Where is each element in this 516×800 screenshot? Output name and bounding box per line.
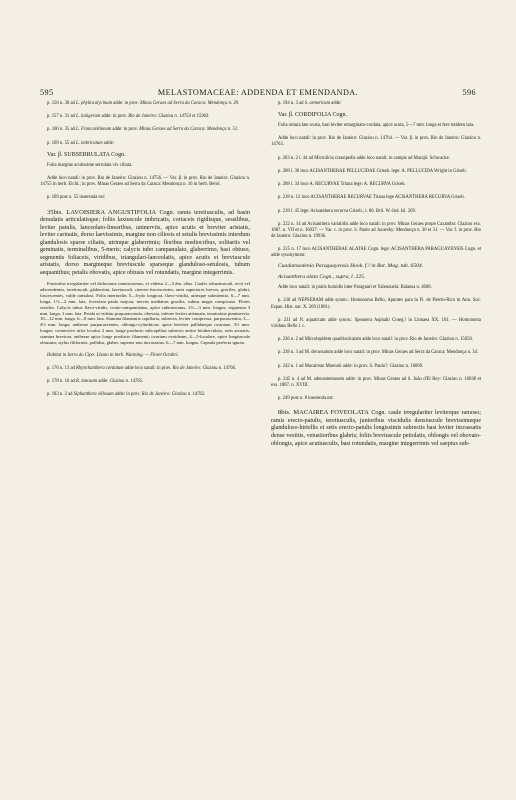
species-name: 35bis. LAVOISIERA ANGUSTIFOLIA bbox=[47, 208, 157, 216]
entry: p. 249 post n. 8 inserenda est: bbox=[278, 396, 334, 402]
entry: p. 222 n. 14 ad Acisanthera variabilis adde loco natali: in prov. Minas Geraes prope Caxambu: Glaziou exs. 1887. n. VII et n. 16037. — Var. c. in prov. S. Paulo ad Jacarehy: Mendonça n. 30 et 31. — Var. f. in prov. Rio de Janeiro: Glaziou n. 19936. bbox=[271, 221, 481, 239]
species-diagnosis: 35bis. LAVOISIERA ANGUSTIFOLIA Cogn. ramis teretiusculis, ad basin denudatis articulatisque; foliis laxiuscule imbricatis, coriaceis rigidisque, sessilibus, leviter patulis, lanceolato-linearibus, uninerviis, apice acutis et breviter aristatis, leviter carinatis, dorso laevissimis, margine non ciliosis et setulis brevissimis interdum glandulosis sparse ciliatis, utrinque glaberrimis; floribus mediocribus, solitariis vel geminatis, terminalibus, 5-meris; calycis tubo campanulato, glaberrimo, basi obtuso, segmentis foliaceis, viridibus, triangulari-lanceolatis, apice acutis et breviuscule aristatis, dorso margineque breviuscule sparseque glanduloso-setulosis, tubum aequantibus; petalis obovatis, apice obtusis vel rotundatis, margine integerrimis. bbox=[40, 208, 250, 276]
left-column bbox=[40, 101, 250, 398]
entry: p. 203 n. 2 l. 44 ad Microlicia crassipedis adde loco natali: in campis ad Marajó: Schwacke. bbox=[278, 155, 450, 161]
synonym: Cuadamsedenia Paraguayensis Hook. f.! in Bot. Mag. tab. 6504. bbox=[278, 263, 424, 270]
species-description: Fruticulus irregulariter vel dichotome ramosissimus, et videtur 2—3 dm. altus. Caules robustiusculi, recti vel adscendentes, teretiusculi, glaberrimi, laeviusculi, cinereo-fuscescentes; rami superiores breves, graciles, glabri, fuscescentes, valde ramulosi. Folia internodiis 5—6-plo longiora, flavo-viridia, utrinque subnitentia, 6—7 mm. longa, 1½—2 mm. lata, foveolata paulo majora; nervus medianus gracilis, subtus magis conspicuus. Flores sessiles. Calycis tubus flavo-viridis, ovato-campanulatus, apice subtruncatus, 2½—3 mm. longus; segmenta 3 mm. longa, 1 mm. lata. Petala ut videtur purpurascentia, obovata, inferne leviter attenuata, tenuissime pinninervia, 10—12 mm. longa, 6—8 mm. lata. Stamina filamentis capillaria, subrecta, leviter compressa, purpurascentia, 3—4½ mm. longa; antherae purpurascentes, oblongo-cylindricae, apice breviter pallidaeque rostratae, 3½ mm. longae; connectivo infra loculos 2 mm. longe producto subcapillari subrecto antice bituberculato, setis arcuatis; stamina breviora, antherae apice longe producto filamenti; ovarium ovoideum, 4—5-loculare, apice longiuscule obtusum; stylus filiformis, pallidus, glaber, superne non incrassatus, 6—7 mm. longus. Capsula perfecta ignota. bbox=[40, 281, 250, 345]
entry: p. 169 post n. 55 inserenda est: bbox=[47, 195, 106, 201]
entry: p. 176 n. 13 ad Rhynchanthera cordatum adde loco natali: in prov. Rio de Janeiro: Glaziou n. 14766. bbox=[47, 365, 237, 371]
entry: p. 242 n. 1 ad Macairean Moennii adde: in prov. S. Paulo?: Glaziou n. 16069. bbox=[278, 363, 424, 369]
species-diagnosis: 8bis. MACAIREA FOVEOLATA Cogn. caule irregulariter leviterque ramoso; ramis erecto-patulis, teretiusculis, junioribus viscidulis densiuscule brevissimeque glanduloso-hirtellis et setis erecto-patulis longissimis subrectis basi leviter incrassatis dense vestitis, vetustioribus glabris; foliis breviuscule petiolatis, oblongis vel obovato-oblongis, apice acutiusculis, basi rotundatis, margine integerrimis vel saepius sub- bbox=[271, 409, 481, 447]
entry: p. 218 l. 45 lege: Acisanthera recurva Griseb., l. 80. Bril. W.-Ind. Isl. 269. bbox=[278, 208, 416, 214]
entry: p. 218 n. 12 loco ACISANTHERAE RECURVAE Triana lege ACISANTHERA RECURVA Griseb. bbox=[278, 195, 465, 201]
habitat-note: Habitat in Serra do Cipo: Lhano in herb. Warming. — Floret Octobri. bbox=[47, 352, 179, 358]
synonym: Acisanthera alata Cogn., supra, l. 225. bbox=[278, 274, 366, 281]
running-title: MELASTOMACEAE: ADDENDA ET EMENDANDA. bbox=[157, 88, 359, 97]
entry: p. 169 n. 55 ad L. imbricatum adde: bbox=[47, 140, 114, 146]
entry: p. 194 n. 3 ad S. armericum adde: bbox=[278, 101, 342, 106]
page-number-left: 595 bbox=[40, 88, 54, 97]
variety-heading: Var. β. CORDIFOLIA Cogn. bbox=[278, 112, 348, 119]
entry: p. 245 n. 4 ad M. adenostemonem adde: in prov. Minas Geraes ad S. João d'El Rey: Glaziou n. 16038 et exs. 1887. n. XVIII. bbox=[271, 376, 481, 388]
entry: p. 231 ad N. aquaticam adde synon.: Spennera Asphalti Crueg.! in Linnaea XX. 101. — Homonoma viridans Bello l. c. bbox=[271, 317, 481, 329]
entry: p. 236 n. 2 ad Microlepidem quadrisulcatam adde loco natali: in prov. Rio de Janeiro: Glaziou n. 15050. bbox=[278, 337, 473, 343]
entry: Adde loco natali: in pratis humidis inter Paraguari et Yalenzuela: Balansa n. 4608. bbox=[278, 285, 432, 291]
entry: p. 156 n. 30 ad L. phyllocalycinum adde: in prov. Minas Geraes ad Serra da Caraca: Mendonça n. 39. bbox=[47, 101, 240, 106]
entry: p. 178 n. 16 ad R. lanosum adde: Glaziou n. 14765. bbox=[47, 379, 144, 385]
entry: p. 183 n. 2 ad Siphanthera villosum adde: in prov. Rio de Janeiro: Glaziou n. 14762. bbox=[47, 392, 206, 398]
page-number-right: 596 bbox=[462, 88, 476, 97]
variety-heading: Var. β. SUBSERRULATA Cogn. bbox=[47, 151, 126, 158]
running-header bbox=[40, 88, 476, 97]
entry: p. 208 l. 30 loco ACISANTHERAE PELLUCIDAE Griseb. lege: A. PELLUCIDA Wright in Griseb. bbox=[278, 168, 467, 174]
variety-description: Folia margine acutissime serrulata vix ciliata. bbox=[47, 162, 133, 168]
entry: p. 225 n. 17 loco ACISANTHERAE ALATAE Cogn. lege: ACISANTHERA PARAGUAYENSIS Cogn. et adde synonymum: bbox=[271, 247, 481, 259]
entry: p. 208 l. 34 loco A. RECURVAE Triana lege: A. RECURVA Griseb. bbox=[278, 182, 406, 188]
species-name: 8bis. MACAIREA FOVEOLATA bbox=[278, 409, 369, 417]
entry: Adde loco natali: in prov. Rio de Janeiro: Glaziou n. 14764. — Var. β. in prov. Rio de Janeiro: Glaziou n. 14763. bbox=[271, 136, 481, 148]
entry: p. 160 n. 35 ad L. Francavillanum adde: in prov. Minas Geraes ad Serra da Caraca: Mendonça n. 51. bbox=[47, 127, 239, 133]
entry: p. 238 n. 3 ad M. decussatum adde loco natali: in prov. Minas Geraes ad Serra da Caraca: Mendonça n. 34. bbox=[278, 350, 479, 356]
entry: p. 157 n. 31 ad L. lanigerum adde: in prov. Rio de Janeiro: Glaziou n. 14754 et 15963. bbox=[47, 114, 210, 120]
right-column bbox=[271, 101, 481, 448]
entry: Adde loco natali: in prov. Rio de Janeiro: Glaziou n. 14756. — Var. β. in prov. Rio de Janeiro: Glaziou n. 14755 in herb. Eichl.; in prov. Minas Geraes ad Serra da Caraca: Mendonça n. 16 in herb. Berol. bbox=[40, 175, 250, 188]
variety-description: Folia omnia late ovata, basi leviter emarginato-cordata, apice acuta, 5—7 mm. longa et fere totidem lata. bbox=[278, 123, 475, 129]
entry: p. 230 ad NEPSERAM adde synon.: Homonoma Bello, Apuntes para la Fl. de Puerto-Rico in Ann. Soc. Espan. Hist. nat. X. 269 (1881). bbox=[271, 298, 481, 310]
